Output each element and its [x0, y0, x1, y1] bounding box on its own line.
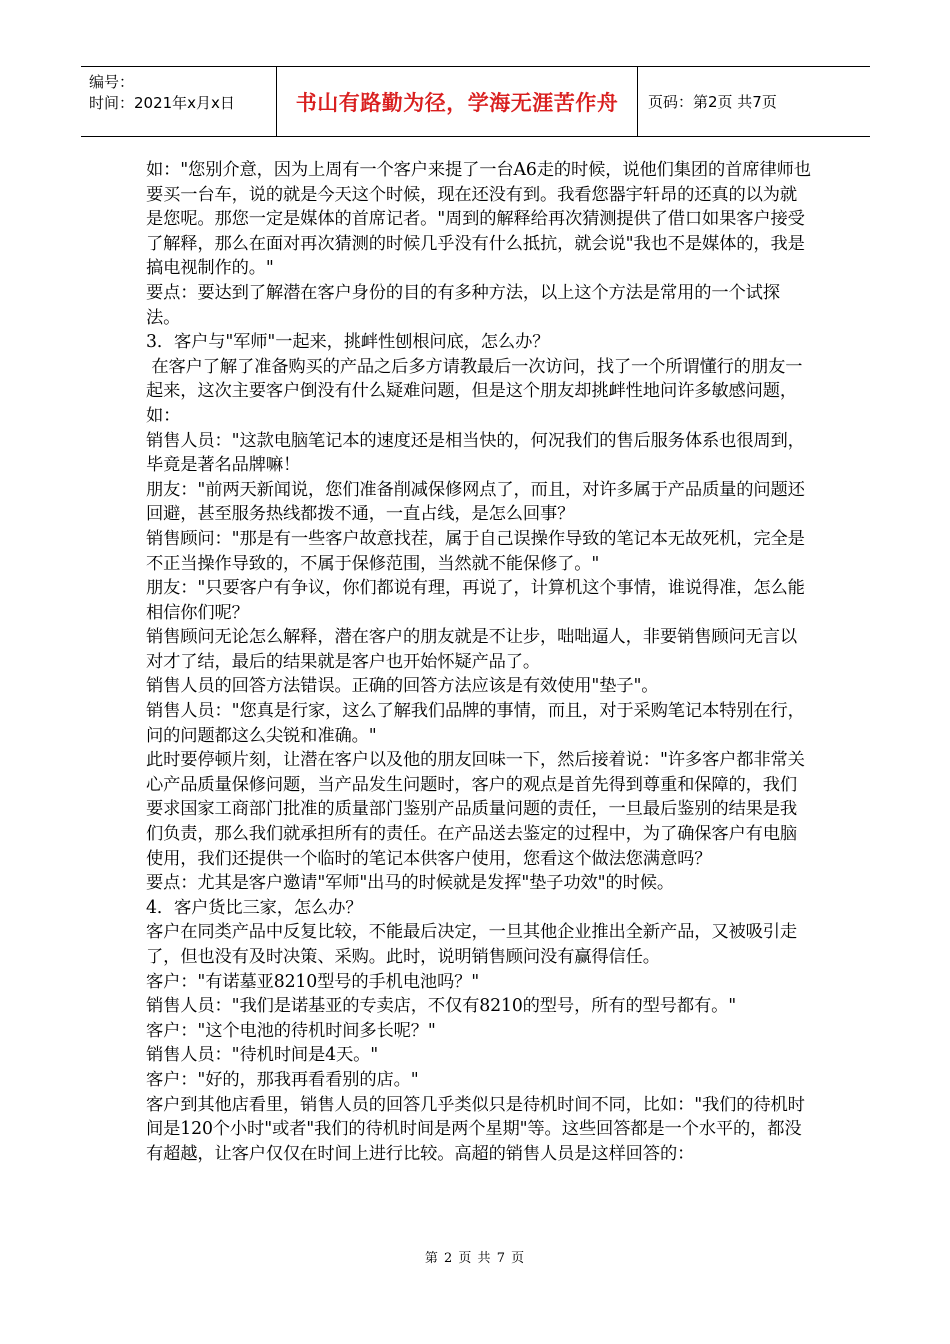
- paragraph: 客户："有诺墓亚8210型号的手机电池吗？": [146, 971, 480, 992]
- paragraph: 客户到其他店看里，销售人员的回答几乎类似只是待机时间不同，比如："我们的待机时间是120个小时"或者"我们的待机时间是两个星期"等。这些回答都是一个水平的，都没有超越，让客户仅仅在时间上进行比较。高超的销售人员是这样回答的：: [146, 1094, 805, 1164]
- code-label: 编号：: [89, 73, 135, 91]
- section-heading: 3．客户与"军师"一起来，挑衅性刨根问底，怎么办？: [146, 332, 550, 353]
- paragraph: 要点：尤其是客户邀请"军师"出马的时候就是发挥"垫子功效"的时候。: [146, 873, 675, 894]
- paragraph: 如："您别介意，因为上周有一个客户来提了一台A6走的时候，说他们集团的首席律师也要买一台车，说的就是今天这个时候，现在还没有到。我看您器宇轩昂的还真的以为就是您呢。那您一定是媒体的首席记者。"周到的解释给再次猜测提供了借口如果客户接受了解释，那么在面对再次猜测的时候几乎没有什么抵抗，就会说"我也不是媒体的，我是搞电视制作的。": [146, 160, 811, 279]
- paragraph: 销售顾问无论怎么解释，潜在客户的朋友就是不让步，咄咄逼人，非要销售顾问无言以对才了结，最后的结果就是客户也开始怀疑产品了。: [146, 627, 797, 672]
- paragraph: 销售顾问："那是有一些客户故意找茬，属于自己误操作导致的笔记本无故死机，完全是不正当操作导致的，不属于保修范围，当然就不能保修了。": [146, 528, 805, 574]
- paragraph: 此时要停顿片刻，让潜在客户以及他的朋友回味一下，然后接着说："许多客户都非常关心产品质量保修问题，当产品发生问题时，客户的观点是首先得到尊重和保障的，我们要求国家工商部门批准的质量部门鉴别产品质量问题的责任，一旦最后鉴别的结果是我们负责，那么我们就承担所有的责任。在产品送去鉴定的过程中，为了确保客户有电脑使用，我们还提供一个临时的笔记本供客户使用，您看这个做法您满意吗？: [146, 750, 805, 869]
- paragraph: 朋友："只要客户有争议，你们都说有理，再说了，计算机这个事情，谁说得准，怎么能相信你们呢？: [146, 578, 805, 623]
- header-page-label: 页码：第2页 共7页: [648, 93, 777, 111]
- time-label: 时间：2021年x月x日: [89, 94, 235, 112]
- paragraph: 客户："好的，那我再看看别的店。": [146, 1069, 419, 1090]
- paragraph: 销售人员："您真是行家，这么了解我们品牌的事情，而且，对于采购笔记本特别在行，问的问题都这么尖锐和准确。": [146, 701, 805, 746]
- header-meta: [81, 67, 276, 136]
- paragraph: 客户："这个电池的待机时间多长呢？": [146, 1020, 436, 1041]
- paragraph: 要点：要达到了解潜在客户身份的目的有多种方法，以上这个方法是常用的一个试探法。: [146, 282, 780, 328]
- document-body: [146, 158, 812, 1166]
- header-table: [81, 66, 870, 137]
- header-motto: 书山有路勤为径，学海无涯苦作舟: [276, 67, 638, 136]
- paragraph: 销售人员："我们是诺基亚的专卖店，不仅有8210的型号，所有的型号都有。": [146, 996, 737, 1017]
- paragraph: 销售人员："待机时间是4天。": [146, 1045, 379, 1066]
- page-footer: 第 2 页 共 7 页: [424, 1251, 526, 1266]
- paragraph: 朋友："前两天新闻说，您们准备削减保修网点了，而且，对许多属于产品质量的问题还回避，甚至服务热线都拨不通，一直占线，是怎么回事？: [146, 479, 805, 525]
- paragraph: 销售人员的回答方法错误。正确的回答方法应该是有效使用"垫子"。: [146, 676, 659, 697]
- section-heading: 4．客户货比三家，怎么办？: [146, 897, 363, 918]
- paragraph: 在客户了解了准备购买的产品之后多方请教最后一次访问，找了一个所谓懂行的朋友一起来，这次主要客户倒没有什么疑难问题，但是这个朋友却挑衅性地问许多敏感问题，如：: [146, 356, 803, 426]
- paragraph: 客户在同类产品中反复比较，不能最后决定，一旦其他企业推出全新产品，又被吸引走了，但也没有及时决策、采购。此时，说明销售顾问没有赢得信任。: [146, 922, 797, 967]
- paragraph: 销售人员："这款电脑笔记本的速度还是相当快的，何况我们的售后服务体系也很周到，毕竟是著名品牌嘛！: [146, 430, 805, 476]
